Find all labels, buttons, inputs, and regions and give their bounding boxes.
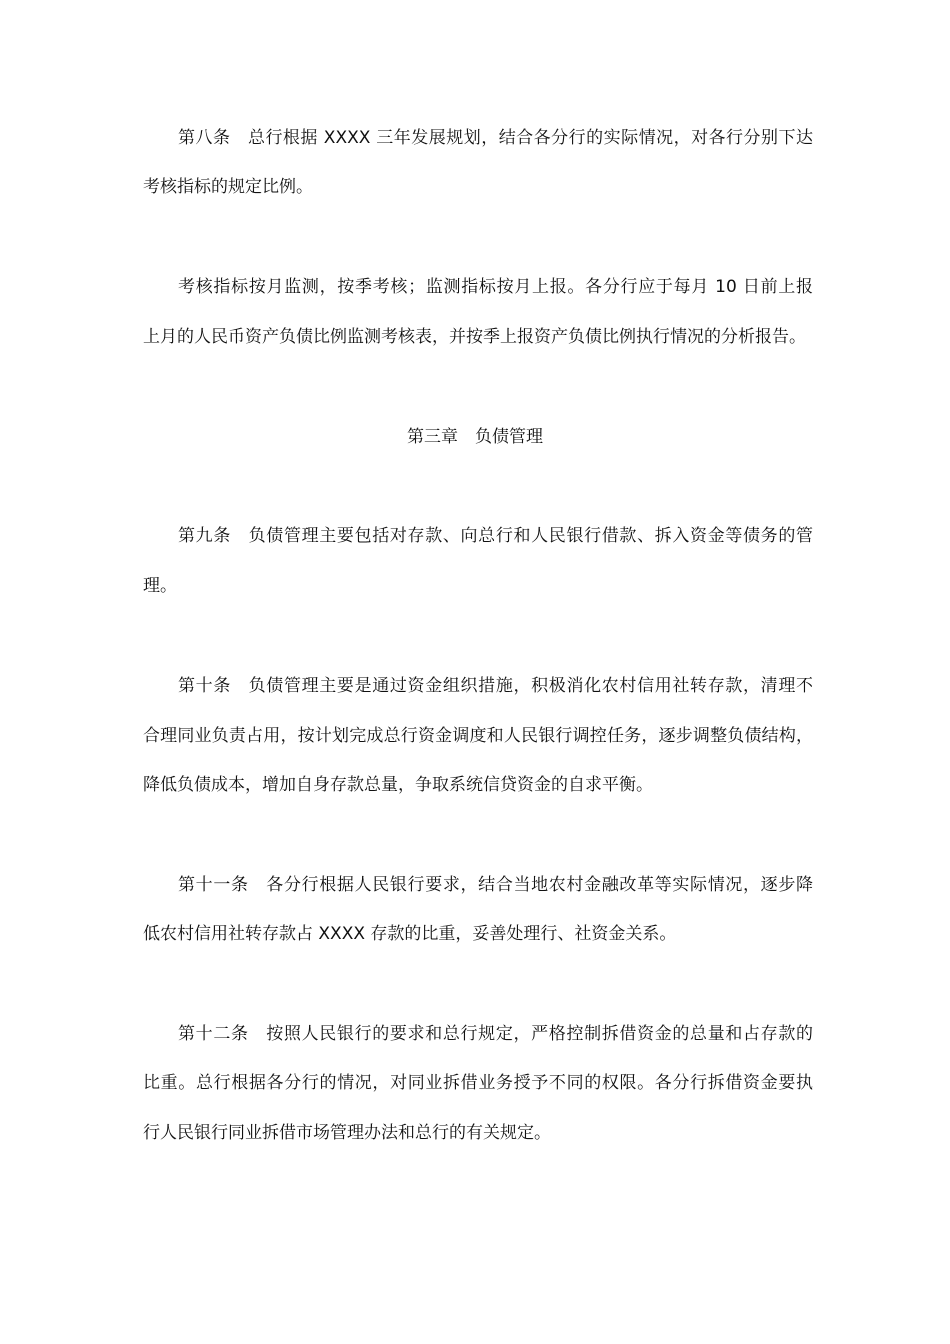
article-11-line-1: 第十一条 各分行根据人民银行要求，结合当地农村金融改革等实际情况，逐步降	[178, 875, 813, 895]
article-10-line-2: 合理同业负责占用，按计划完成总行资金调度和人民银行调控任务，逐步调整负债结构，	[143, 726, 813, 746]
article-12-line-2: 比重。总行根据各分行的情况，对同业拆借业务授予不同的权限。各分行拆借资金要执	[143, 1073, 813, 1093]
chapter-heading: 第三章 负债管理	[407, 427, 543, 447]
article-12-line-1: 第十二条 按照人民银行的要求和总行规定，严格控制拆借资金的总量和占存款的	[178, 1024, 813, 1044]
article-8-line-1: 第八条 总行根据 XXXX 三年发展规划，结合各分行的实际情况，对各行分别下达	[178, 128, 813, 148]
article-9-line-1: 第九条 负债管理主要包括对存款、向总行和人民银行借款、拆入资金等债务的管	[178, 526, 813, 546]
article-12-line-3: 行人民银行同业拆借市场管理办法和总行的有关规定。	[143, 1123, 551, 1143]
article-10-line-1: 第十条 负债管理主要是通过资金组织措施，积极消化农村信用社转存款，清理不	[178, 676, 813, 696]
monitoring-paragraph-line-2: 上月的人民币资产负债比例监测考核表，并按季上报资产负债比例执行情况的分析报告。	[143, 327, 806, 347]
article-10-line-3: 降低负债成本，增加自身存款总量，争取系统信贷资金的自求平衡。	[143, 775, 653, 795]
article-8-line-2: 考核指标的规定比例。	[143, 177, 313, 197]
article-9-line-2: 理。	[143, 576, 177, 596]
monitoring-paragraph-line-1: 考核指标按月监测，按季考核；监测指标按月上报。各分行应于每月 10 日前上报	[178, 277, 813, 297]
article-11-line-2: 低农村信用社转存款占 XXXX 存款的比重，妥善处理行、社资金关系。	[143, 924, 677, 944]
